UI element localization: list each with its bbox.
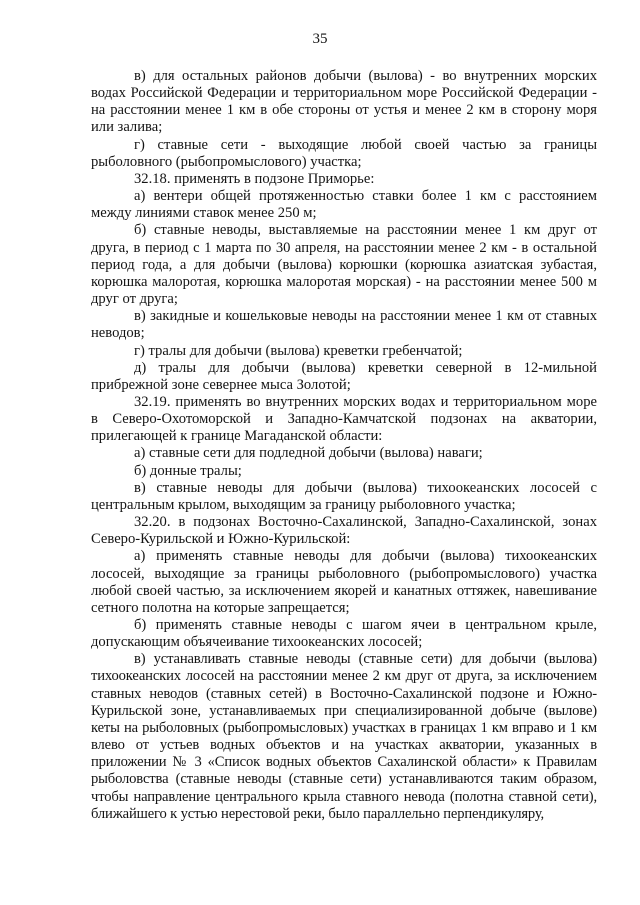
paragraph: а) применять ставные неводы для добычи (вылова) тихоокеанских лососей, выходящие за границы рыболовного (рыбопромыслового) участка любой своей частью, за исключением якорей и канатных оттяжек, навешивание сетного полотна на которые запрещается; — [91, 548, 597, 616]
paragraph: в) для остальных районов добычи (вылова) - во внутренних морских водах Российской Федерации и территориальном море Российской Федерации - на расстоянии менее 1 км в обе стороны от устья и менее 2 км в сторону моря или залива; — [91, 68, 597, 136]
paragraph: г) тралы для добычи (вылова) креветки гребенчатой; — [134, 342, 463, 359]
paragraph: г) ставные сети - выходящие любой своей частью за границы рыболовного (рыбопромыслового) участка; — [91, 136, 597, 170]
paragraph: в) устанавливать ставные неводы (ставные сети) для добычи (вылова) тихоокеанских лососей на расстоянии менее 2 км друг от друга, за исключением ставных неводов (ставных сетей) в Восточно-Сахалинской подзоне и Южно-Курильской зоне, устанавливаемых при специализированной добыче (вылове) кеты на рыболовных (рыбопромысловых) участках в границах 1 км вправо и 1 км влево от устьев водных объектов и на участках акватории, указанных в приложении № 3 «Список водных объектов Сахалинской области» к Правилам рыболовства (ставные неводы (ставные сети) устанавливаются таким образом, чтобы направление центрального крыла ставного невода (полотна ставной сети), ближайшего к устью нерестовой реки, было параллельно перпендикуляру, — [91, 651, 597, 822]
paragraph: в) ставные неводы для добычи (вылова) тихоокеанских лососей с центральным крылом, выходящим за границу рыболовного участка; — [91, 479, 597, 513]
paragraph: в) закидные и кошельковые неводы на расстоянии менее 1 км от ставных неводов; — [91, 308, 597, 342]
paragraph: 32.20. в подзонах Восточно-Сахалинской, Западно-Сахалинской, зонах Северо-Курильской и Южно-Курильской: — [91, 514, 597, 548]
paragraph: б) применять ставные неводы с шагом ячеи в центральном крыле, допускающим объячеивание тихоокеанских лососей; — [91, 617, 597, 651]
paragraph: б) ставные неводы, выставляемые на расстоянии менее 1 км друг от друга, в период с 1 марта по 30 апреля, на расстоянии менее 2 км - в остальной период года, а для добычи (вылова) корюшки (корюшка азиатская зубастая, корюшка малоротая, корюшка малоротая морская) - на расстоянии менее 500 м друг от друга; — [91, 222, 597, 308]
paragraph: а) вентери общей протяженностью ставки более 1 км с расстоянием между линиями ставок менее 250 м; — [91, 188, 597, 222]
document-body — [91, 68, 597, 823]
paragraph: а) ставные сети для подледной добычи (вылова) наваги; — [134, 445, 483, 462]
paragraph: д) тралы для добычи (вылова) креветки северной в 12-мильной прибрежной зоне севернее мыса Золотой; — [91, 359, 597, 393]
paragraph: 32.18. применять в подзоне Приморье: — [134, 170, 375, 187]
page-number: 35 — [312, 31, 328, 47]
paragraph: б) донные тралы; — [134, 462, 242, 479]
paragraph: 32.19. применять во внутренних морских водах и территориальном море в Северо-Охотоморской и Западно-Камчатской подзонах на акватории, прилегающей к границе Магаданской области: — [91, 393, 597, 445]
